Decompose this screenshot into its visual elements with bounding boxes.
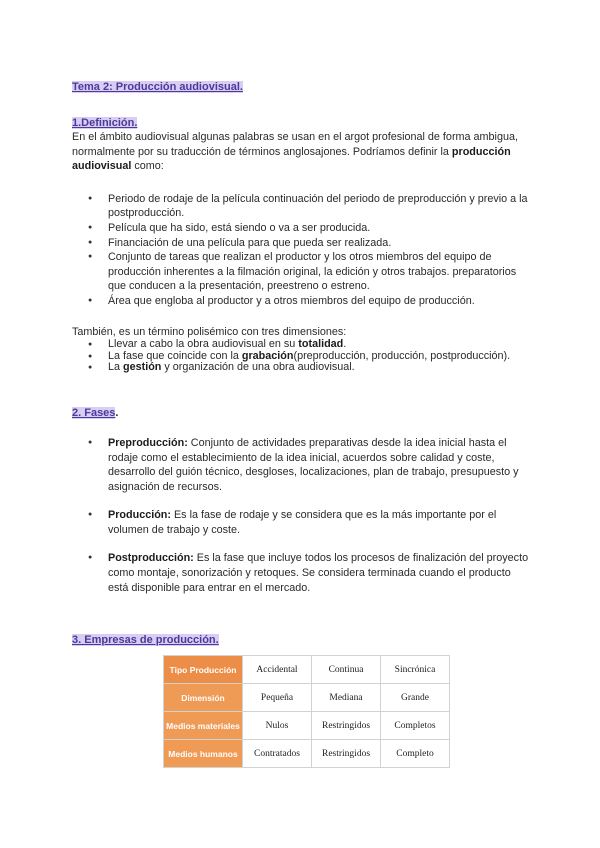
list-item: ● Área que engloba al productor y a otros miembros del equipo de producción. [72, 294, 530, 309]
row-header: Medios humanos [164, 740, 243, 768]
table-row [164, 712, 450, 740]
list-item: ● Producción: Es la fase de rodaje y se considera que es la más importante por el volumen de trabajo y coste. [72, 508, 530, 537]
table-cell: Accidental [243, 656, 312, 684]
section-1-heading-text: 1.Definición. [72, 117, 138, 129]
table-cell: Contratados [243, 740, 312, 768]
section-1-heading [72, 112, 530, 130]
section-3-heading [72, 629, 530, 647]
section-2-heading-text: 2. Fases [72, 406, 116, 419]
table-cell: Continua [312, 656, 381, 684]
dimensions-list [72, 339, 530, 374]
row-header: Tipo Producción [164, 656, 243, 684]
definition-intro: En el ámbito audiovisual algunas palabras se usan en el argot profesional de forma ambigua, normalmente por su traducción de términos anglosajones. Podríamos definir la producción audiovisual como: [72, 131, 518, 173]
list-item: ● La gestión y organización de una obra audiovisual. [72, 362, 530, 374]
table-cell: Completos [381, 712, 450, 740]
table-cell: Grande [381, 684, 450, 712]
table-cell: Pequeña [243, 684, 312, 712]
section-2-heading: 2. Fases. [72, 406, 119, 419]
list-item: ● Película que ha sido, está siendo o va a ser producida. [72, 221, 530, 236]
table-cell: Mediana [312, 684, 381, 712]
list-item: ● Financiación de una película para que pueda ser realizada. [72, 236, 530, 251]
table-row [164, 740, 450, 768]
list-item: ● Conjunto de tareas que realizan el productor y los otros miembros del equipo de producción inherentes a la filmación original, la edición y otros trabajos. preparatorios que conducen a la presentación, preestreno o estreno. [72, 250, 530, 294]
dimensions-intro: También, es un término polisémico con tres dimensiones: [72, 325, 347, 338]
row-header: Medios materiales [164, 712, 243, 740]
table-row [164, 684, 450, 712]
title-text: Tema 2: Producción audiovisual. [72, 81, 243, 93]
list-item: ● Preproducción: Conjunto de actividades preparativas desde la idea inicial hasta el rodaje como el establecimiento de la idea inicial, acuerdos sobre calidad y coste, desarrollo del guión técnico, desgloses, localizaciones, plan de trabajo, presupuesto y asignación de recursos. [72, 436, 530, 494]
row-header: Dimensión [164, 684, 243, 712]
table-cell: Restringidos [312, 712, 381, 740]
document-title [72, 72, 530, 94]
table-cell: Nulos [243, 712, 312, 740]
table-cell: Sincrónica [381, 656, 450, 684]
table-cell: Completo [381, 740, 450, 768]
list-item: ● Postproducción: Es la fase que incluye todos los procesos de finalización del proyecto como montaje, sonorización y retoques. Se considera terminada cuando el producto está disponible para entrar en el mercado. [72, 551, 530, 595]
table-cell: Restringidos [312, 740, 381, 768]
section-3-heading-text: 3. Empresas de producción. [72, 634, 219, 647]
list-item: ● La fase que coincide con la grabación(preproducción, producción, postproducción). [72, 351, 530, 363]
list-item: ● Periodo de rodaje de la película continuación del periodo de preproducción y previo a la postproducción. [72, 192, 530, 221]
phases-list [72, 436, 530, 595]
production-companies-table [163, 655, 450, 768]
definition-list [72, 192, 530, 309]
list-item: ● Llevar a cabo la obra audiovisual en su totalidad. [72, 339, 530, 351]
table-row [164, 656, 450, 684]
intro-bold-term: producción audiovisual [72, 145, 511, 173]
